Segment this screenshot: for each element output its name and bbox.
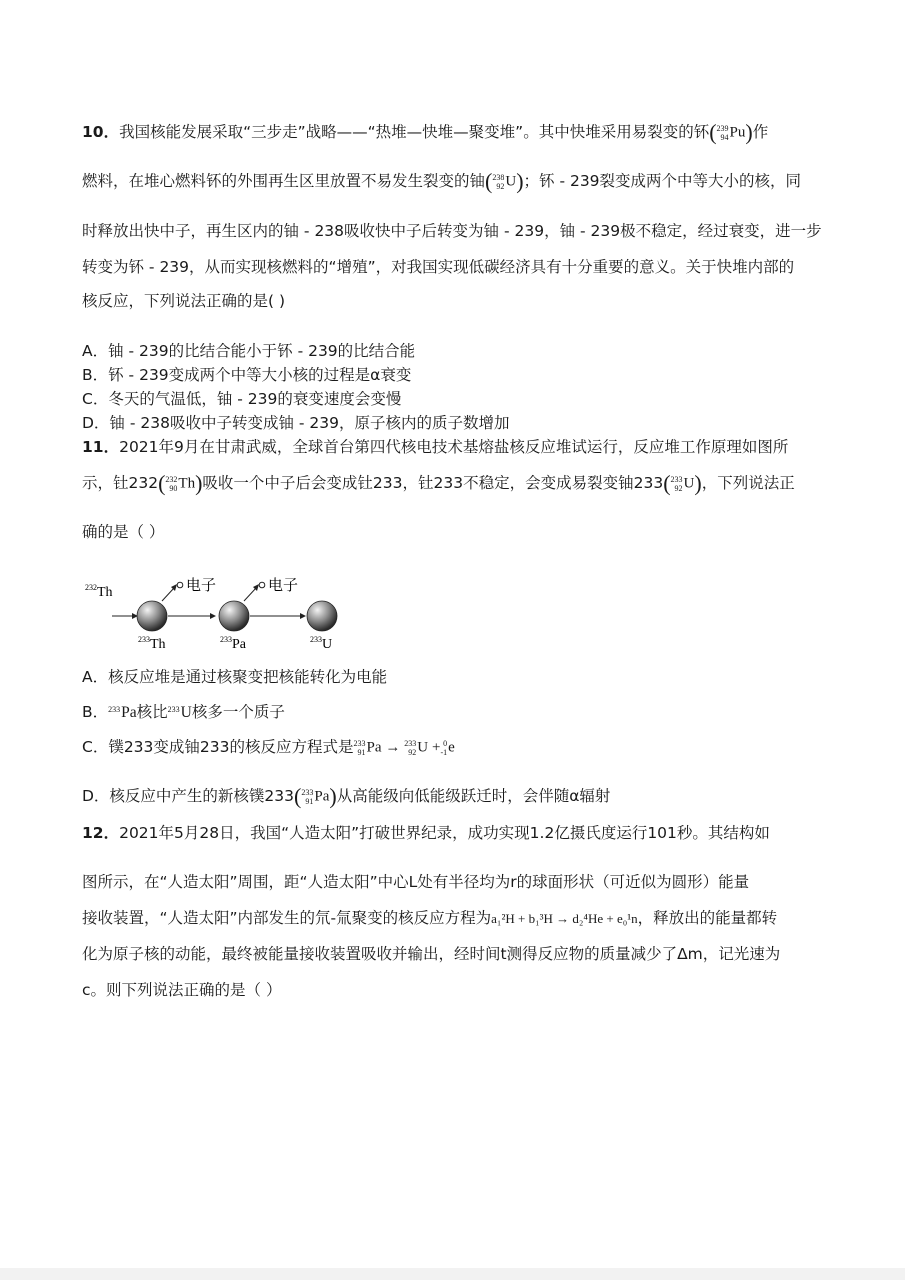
q10-line-2: 燃料，在堆心燃料钚的外围再生区里放置不易发生裂变的铀( 238 92 U)；钚 - 239裂变成两个中等大小的核，同 [82,168,802,194]
electron-1-dot [177,582,183,588]
th233-label: $^{233}$Th [138,635,166,652]
q11-option-c: C．镤233变成铀233的核反应方程式是 233 91 Pa → 233 92 U + 0 -1 e [82,738,455,757]
decay-equation: 233 91 Pa → 233 92 U + 0 -1 e [353,738,455,757]
q11-option-d: D．核反应中产生的新核镤233( 233 91 Pa)从高能级向低能级跃迁时，会伴随α辐射 [82,783,611,809]
emission-arrow-1 [162,588,174,601]
q10-number: 10． [82,123,120,141]
fusion-equation: a₁²H + b₁³H → d₂⁴He + e₀¹n [491,911,638,926]
th233-nucleus [137,601,167,631]
electron-1-label: 电子 [186,576,217,594]
u233-isotope: 233 92 U [670,474,695,493]
q10-option-c: C．冬天的气温低，铀 - 239的衰变速度会变慢 [82,390,402,408]
electron-2-label: 电子 [268,576,299,594]
q10-option-a: A．铀 - 239的比结合能小于钚 - 239的比结合能 [82,342,416,360]
pa233-label: $^{233}$Pa [220,635,246,652]
page-bottom-band [0,1268,905,1280]
q10-option-d: D．铀 - 238吸收中子转变成铀 - 239，原子核内的质子数增加 [82,414,510,432]
q11-line-2: 示，钍232( 232 90 Th)吸收一个中子后会变成钍233，钍233不稳定，会变成易裂变铀233( 233 92 U)，下列说法正 [82,470,795,496]
q10-text-1: 我国核能发展采取“三步走”战略——“热堆—快堆—聚变堆”。其中快堆采用易裂变的钚 [119,123,710,141]
pu239-isotope: 239 94 Pu [716,123,746,142]
th232-label: $^{232}$Th [85,583,113,600]
th232-isotope: 232 90 Th [165,474,196,493]
q10-option-b: B．钚 - 239变成两个中等大小核的过程是α衰变 [82,366,412,384]
pa233-isotope: 233 91 Pa [301,787,330,806]
q10-line-4: 转变为钚 - 239，从而实现核燃料的“增殖”，对我国实现低碳经济具有十分重要的意义。关于快堆内部的 [82,258,795,276]
decay-chain-diagram [82,568,352,658]
q10-line-5: 核反应，下列说法正确的是( ) [82,292,286,310]
q12-line-1: 12．2021年5月28日，我国“人造太阳”打破世界纪录，成功实现1.2亿摄氏度运行101秒。其结构如 [82,824,770,842]
q12-line-4: 化为原子核的动能，最终被能量接收装置吸收并输出，经时间t测得反应物的质量减少了Δm，记光速为 [82,945,781,963]
q11-line-3: 确的是（ ） [82,523,165,541]
q11-line-1: 11．2021年9月在甘肃武威，全球首台第四代核电技术基熔盐核反应堆试运行，反应堆工作原理如图所 [82,438,789,456]
q10-line-3: 时释放出快中子，再生区内的铀 - 238吸收快中子后转变为铀 - 239，铀 - 239极不稳定，经过衰变，进一步 [82,222,822,240]
u233-label: $^{233}$U [310,635,333,652]
q12-line-3: 接收装置，“人造太阳”内部发生的氘-氚聚变的核反应方程为a₁²H + b₁³H → d₂⁴He + e₀¹n，释放出的能量都转 [82,909,778,927]
emission-arrow-2 [244,588,256,601]
q12-line-2: 图所示，在“人造太阳”周围，距“人造太阳”中心L处有半径均为r的球面形状（可近似为圆形）能量 [82,873,750,891]
q10-line-1: 10．我国核能发展采取“三步走”战略——“热堆—快堆—聚变堆”。其中快堆采用易裂变的钚( 239 94 Pu)作 [82,119,769,145]
u233-nucleus [307,601,337,631]
q11-option-b: B． 233 Pa核比 233 U核多一个质子 [82,703,285,721]
pa233-nucleus [219,601,249,631]
u238-isotope: 238 92 U [492,172,517,191]
q12-line-5: c。则下列说法正确的是（ ） [82,981,282,999]
q11-option-a: A．核反应堆是通过核聚变把核能转化为电能 [82,668,388,686]
electron-2-dot [259,582,265,588]
